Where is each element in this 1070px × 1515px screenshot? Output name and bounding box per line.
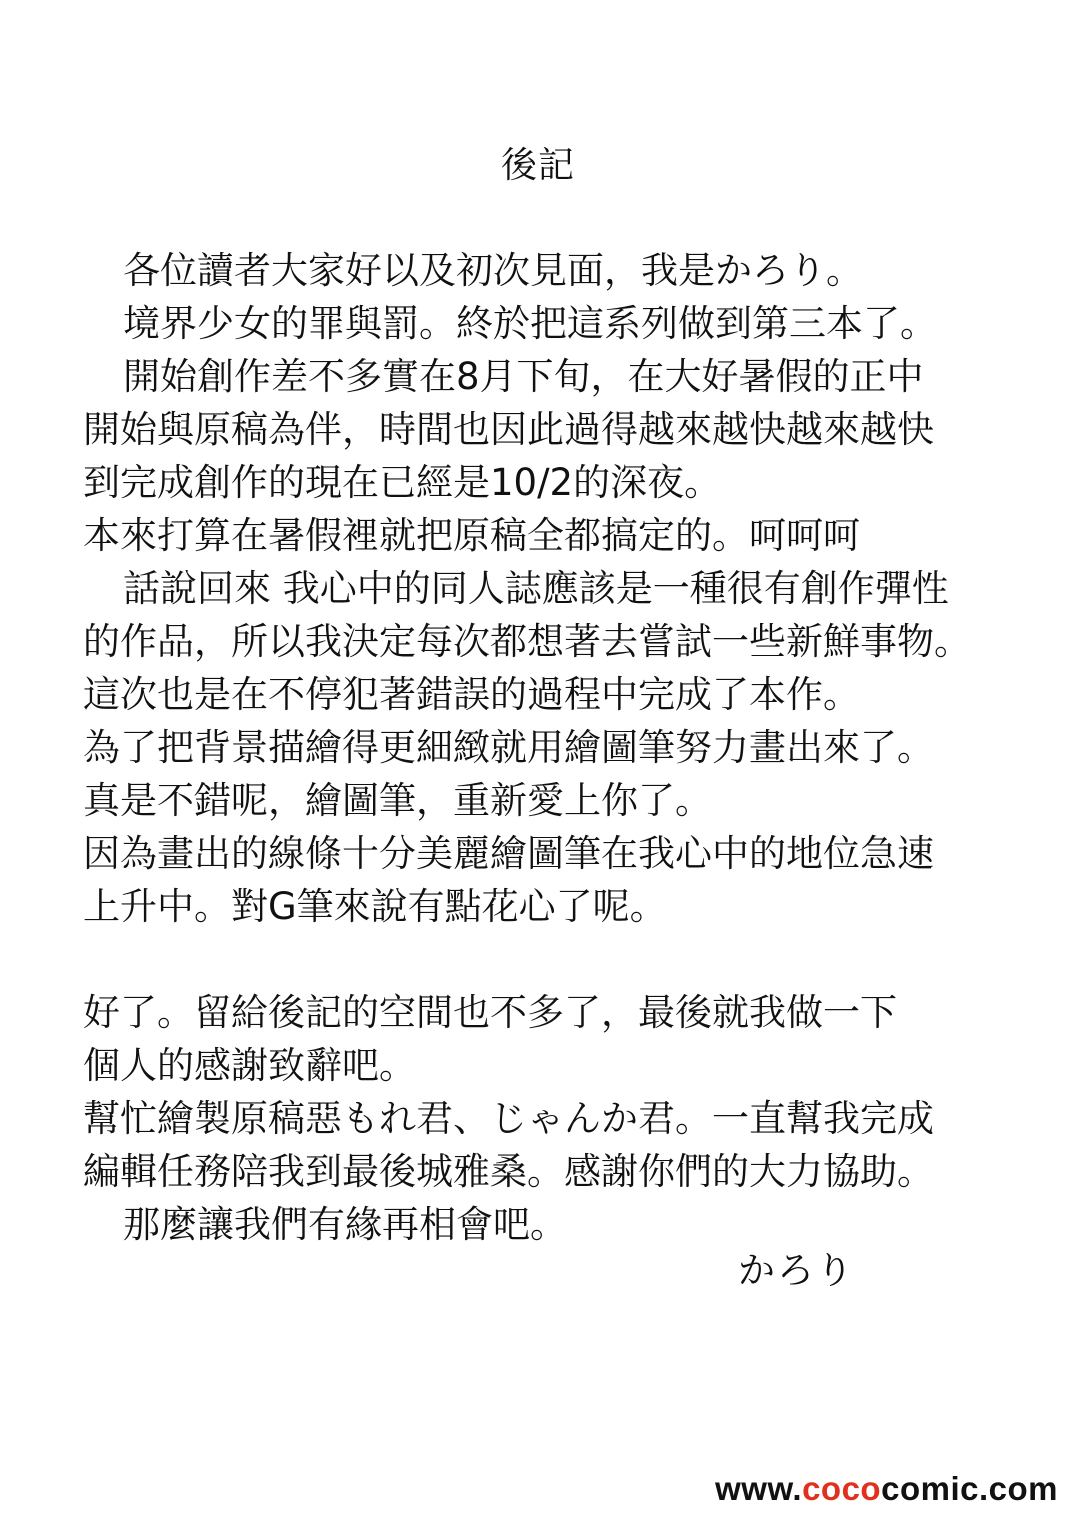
text-line: 的作品，所以我決定每次都想著去嘗試一些新鮮事物。 <box>83 620 971 663</box>
page-title: 後記 <box>500 145 575 186</box>
text-line: 上升中。對G筆來說有點花心了呢。 <box>83 885 667 928</box>
text-line: 因為畫出的線條十分美麗繪圖筆在我心中的地位急速 <box>83 832 934 875</box>
text-line: 好了。留給後記的空間也不多了，最後就我做一下 <box>83 991 897 1034</box>
text-line: 真是不錯呢，繪圖筆，重新愛上你了。 <box>83 779 712 822</box>
text-line: 各位讀者大家好以及初次見面，我是かろり。 <box>123 249 863 292</box>
afterword-body <box>83 244 1043 1251</box>
text-line: 這次也是在不停犯著錯誤的過程中完成了本作。 <box>83 673 860 716</box>
text-line: 開始與原稿為伴，時間也因此過得越來越快越來越快 <box>83 408 934 451</box>
text-line: 編輯任務陪我到最後城雅桑。感謝你們的大力協助。 <box>83 1150 934 1193</box>
text-line: 到完成創作的現在已經是10/2的深夜。 <box>83 461 722 504</box>
watermark-prefix: www. <box>715 1470 803 1507</box>
paragraph-break <box>83 933 1043 986</box>
text-line: 為了把背景描繪得更細緻就用繪圖筆努力畫出來了。 <box>83 726 934 769</box>
watermark-suffix: comic.com <box>881 1470 1058 1507</box>
text-line: 開始創作差不多實在8月下旬，在大好暑假的正中 <box>123 355 924 398</box>
watermark-highlight: coco <box>802 1470 882 1507</box>
author-signature: かろり <box>738 1249 855 1292</box>
text-line: 本來打算在暑假裡就把原稿全都搞定的。呵呵呵 <box>83 514 860 557</box>
text-line: 那麼讓我們有緣再相會吧。 <box>123 1203 567 1246</box>
text-line: 幫忙繪製原稿惡もれ君、じゃんか君。一直幫我完成 <box>83 1097 934 1140</box>
text-line: 境界少女的罪與罰。終於把這系列做到第三本了。 <box>123 302 937 345</box>
text-line: 話說回來 我心中的同人誌應該是一種很有創作彈性 <box>123 567 949 610</box>
site-watermark <box>715 1469 1058 1509</box>
text-line: 個人的感謝致辭吧。 <box>83 1044 416 1087</box>
